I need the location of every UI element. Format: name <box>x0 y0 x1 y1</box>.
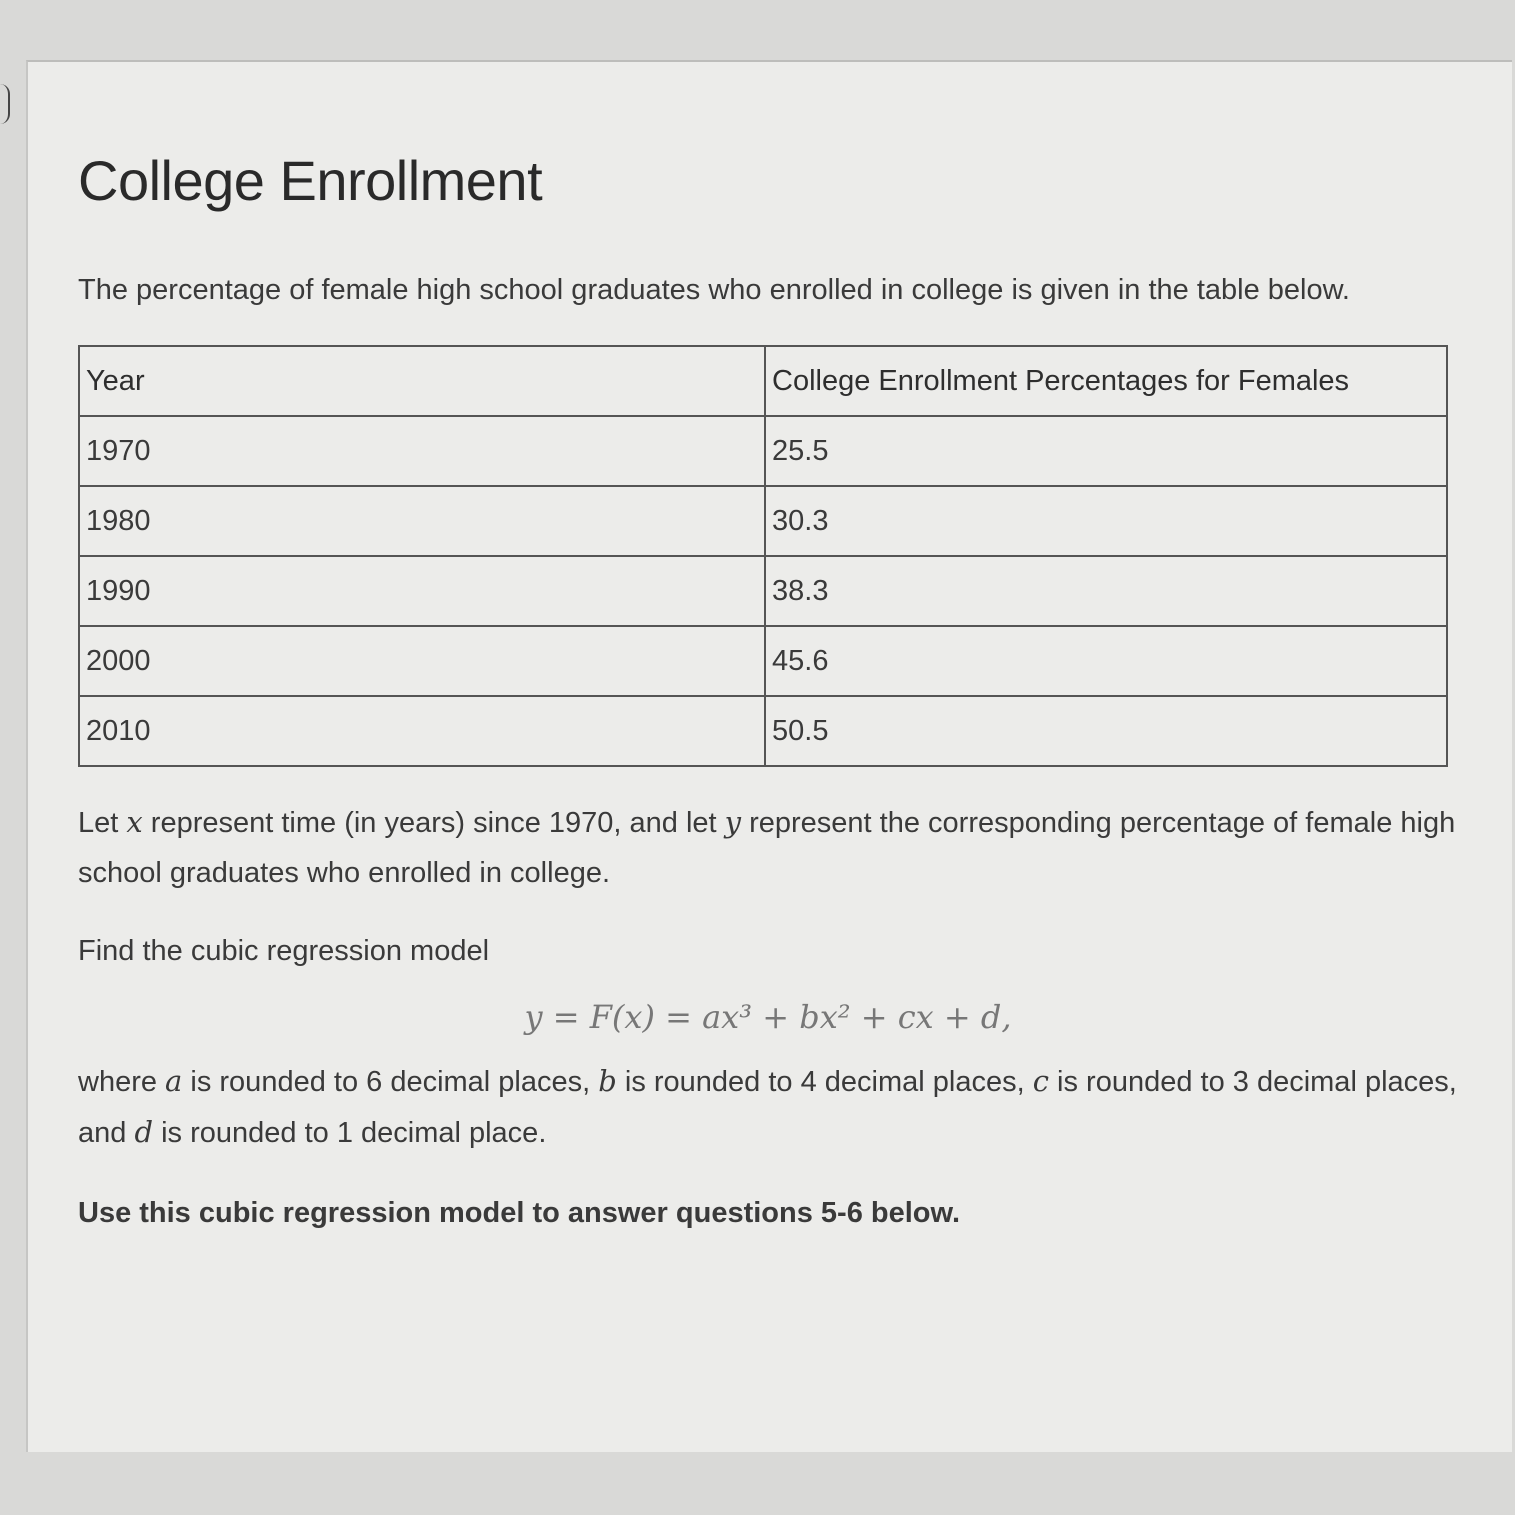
cell-year: 1990 <box>79 556 765 626</box>
variable-c: c <box>1032 1064 1049 1098</box>
header-year: Year <box>79 346 765 416</box>
table-header-row <box>79 346 1447 416</box>
table-row <box>79 556 1447 626</box>
table-row <box>79 416 1447 486</box>
cell-percentage: 30.3 <box>765 486 1447 556</box>
find-model-text: Find the cubic regression model <box>78 935 490 967</box>
text-segment: represent time (in years) since 1970, and let <box>142 807 725 839</box>
variable-b: b <box>598 1064 617 1098</box>
rounding-instructions <box>78 1056 1458 1158</box>
instruction-text: Use this cubic regression model to answer questions 5-6 below. <box>78 1197 961 1229</box>
page-title: College Enrollment <box>78 149 543 212</box>
intro-text: The percentage of female high school graduates who enrolled in college is given in the table below. <box>78 274 1350 306</box>
variable-y: y <box>724 805 742 839</box>
table-row <box>79 626 1447 696</box>
cell-year: 1970 <box>79 416 765 486</box>
cell-percentage: 50.5 <box>765 696 1447 766</box>
question-content <box>78 148 1458 1238</box>
cell-year: 2000 <box>79 626 765 696</box>
table-row <box>79 486 1447 556</box>
variable-definition-text <box>78 797 1458 898</box>
cell-percentage: 45.6 <box>765 626 1447 696</box>
text-segment: where <box>78 1066 166 1098</box>
variable-x: x <box>126 805 143 839</box>
text-segment: is rounded to 4 decimal places, <box>616 1066 1033 1098</box>
text-segment: Let <box>78 807 127 839</box>
table-row <box>79 696 1447 766</box>
text-segment: is rounded to 1 decimal place. <box>153 1117 547 1149</box>
window-edge <box>0 84 10 124</box>
regression-formula: y = F(x) = ax³ + bx² + cx + d, <box>524 998 1012 1036</box>
content-panel <box>26 60 1512 1452</box>
cell-percentage: 38.3 <box>765 556 1447 626</box>
header-percentage: College Enrollment Percentages for Females <box>765 346 1447 416</box>
text-segment: is rounded to 3 decimal places, and <box>78 1066 1457 1149</box>
text-segment: represent the corresponding percentage of female high school graduates who enrolled in college. <box>78 807 1456 889</box>
text-segment: is rounded to 6 decimal places, <box>182 1066 599 1098</box>
cell-percentage: 25.5 <box>765 416 1447 486</box>
variable-a: a <box>165 1064 183 1098</box>
variable-d: d <box>134 1115 154 1149</box>
enrollment-table <box>78 345 1448 767</box>
cell-year: 2010 <box>79 696 765 766</box>
cell-year: 1980 <box>79 486 765 556</box>
